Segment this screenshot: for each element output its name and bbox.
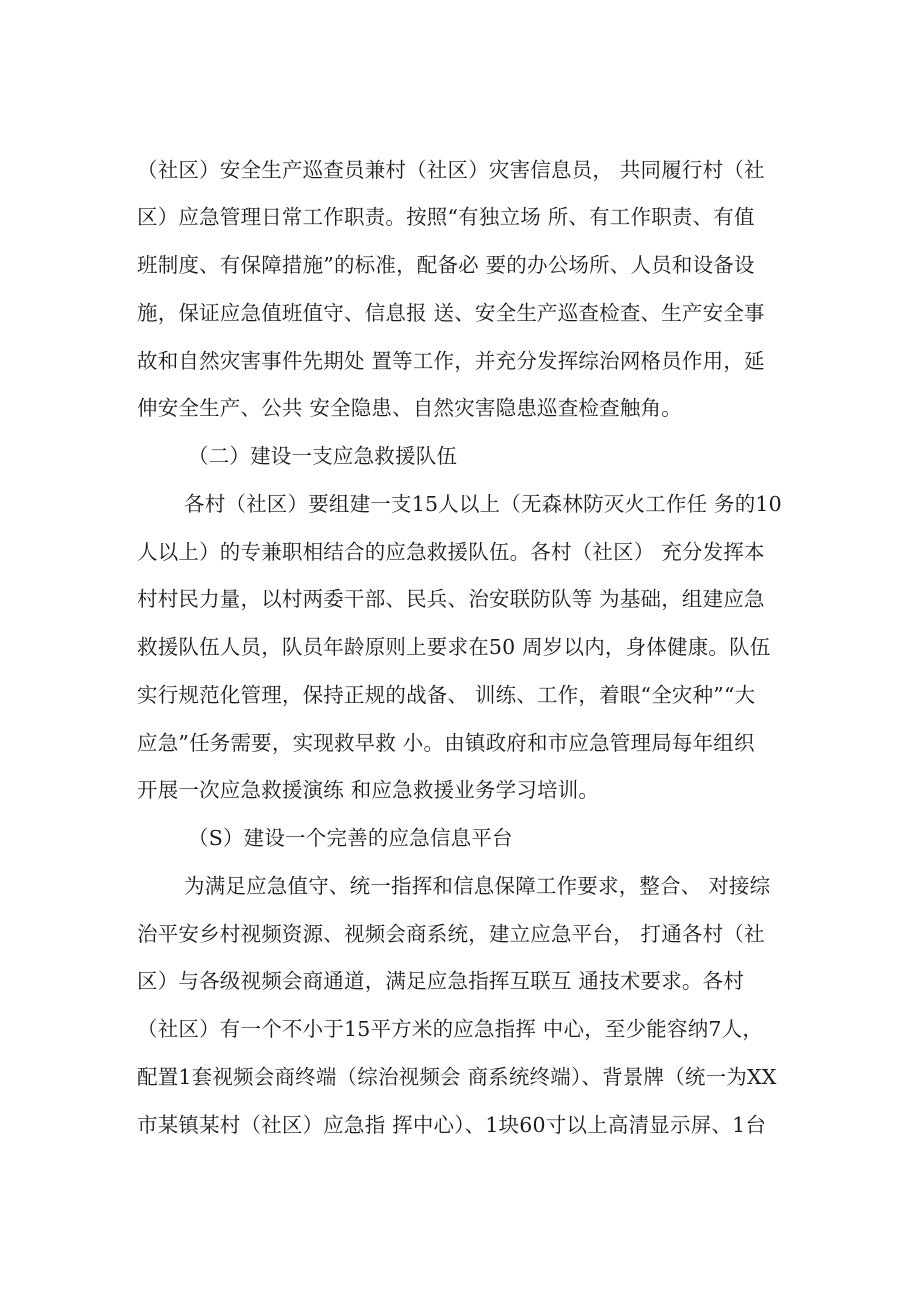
text-line: （社区）安全生产巡查员兼村（社区）灾害信息员， 共同履行村（社: [137, 158, 765, 182]
text-line: 人以上）的专兼职相结合的应急救援队伍。各村（社区） 充分发挥本: [137, 540, 765, 564]
text-line: 治平安乡村视频资源、视频会商系统，建立应急平台， 打通各村（社: [137, 922, 765, 946]
text-line: 施，保证应急值班值守、信息报 送、安全生产巡查检查、生产安全事: [137, 301, 765, 325]
text-line: 为满足应急值守、统一指挥和信息保障工作要求，整合、 对接综: [184, 874, 771, 898]
text-line: 开展一次应急救援演练 和应急救援业务学习培训。: [137, 778, 600, 802]
text-line: 班制度、有保障措施”的标准，配备必 要的办公场所、人员和设备设: [137, 253, 755, 277]
text-line: 区）与各级视频会商通道，满足应急指挥互联互 通技术要求。各村: [137, 969, 745, 993]
text-line: 故和自然灾害事件先期处 置等工作，并充分发挥综治网格员作用，延: [137, 349, 765, 373]
text-line: 村村民力量，以村两委干部、民兵、治安联防队等 为基础，组建应急: [137, 587, 765, 611]
section-heading: （S）建设一个完善的应急信息平台: [188, 826, 513, 850]
text-line: 区）应急管理日常工作职责。按照“有独立场 所、有工作职责、有值: [137, 205, 755, 229]
text-line: 市某镇某村（社区）应急指 挥中心）、1块60寸以上高清显示屏、1台: [137, 1113, 767, 1137]
text-line: 救援队伍人员，队员年龄原则上要求在50 周岁以内，身体健康。队伍: [137, 635, 771, 659]
text-line: 伸安全生产、公共 安全隐患、自然灾害隐患巡查检查触角。: [137, 396, 682, 420]
section-heading: （二）建设一支应急救援队伍: [188, 444, 458, 468]
text-line: 实行规范化管理，保持正规的战备、 训练、工作，着眼“全灾种”“大: [137, 683, 756, 707]
text-line: 配置1套视频会商终端（综治视频会 商系统终端）、背景牌（统一为XX: [137, 1065, 777, 1089]
text-line: （社区）有一个不小于15平方米的应急指挥 中心，至少能容纳7人，: [137, 1017, 764, 1041]
text-line: 各村（社区）要组建一支15人以上（无森林防灭火工作任 务的10: [184, 492, 782, 516]
text-line: 应急”任务需要，实现救早救 小。由镇政府和市应急管理局每年组织: [137, 731, 755, 755]
